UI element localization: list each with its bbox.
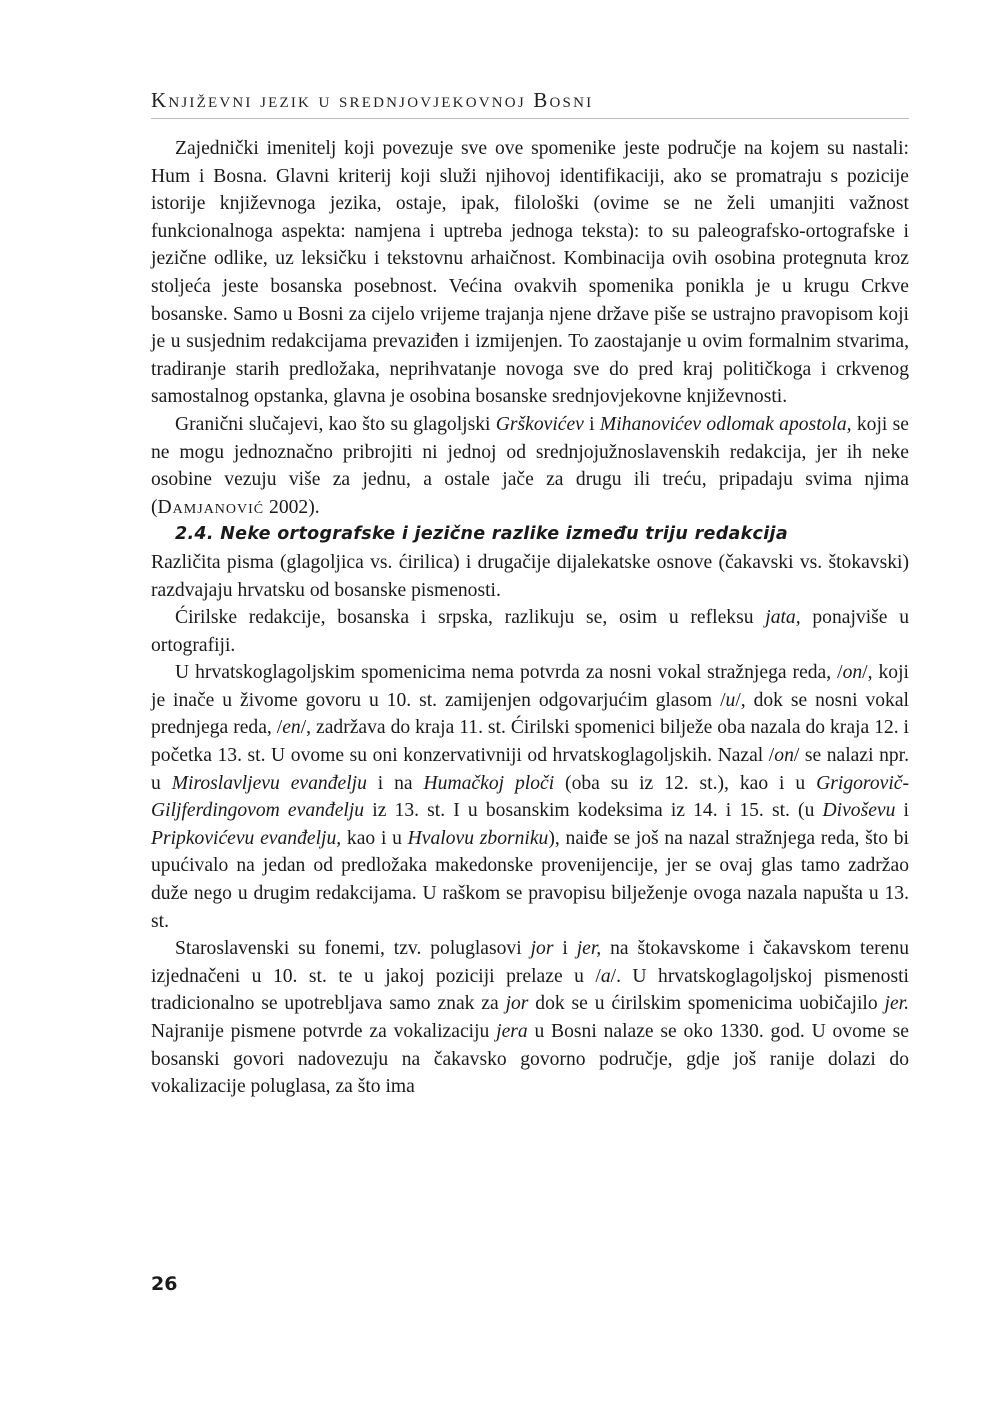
paragraph-2: Granični slučajevi, kao što su glagoljski Grškovićev i Mihanovićev odlomak apostola, koji se ne mogu jednoznačno pribrojiti ni jednoj od srednjojužnoslavenskih redakcija, jer ih neke osobine vezuju više za jednu, a ostale jače za drugu ili treću, pripadaju svima njima (Damjanović 2002). bbox=[151, 413, 909, 518]
page bbox=[151, 0, 909, 1417]
title-griskovicev: Grškovićev bbox=[495, 413, 584, 435]
page-number: 26 bbox=[151, 1273, 178, 1295]
section-heading: 2.4. Neke ortografske i jezične razlike između triju redakcija bbox=[175, 524, 788, 545]
paragraph-1: Zajednički imenitelj koji povezuje sve ove spomenike jeste područje na kojem su nastali: Hum i Bosna. Glavni kriterij koji služi njihovoj identifikaciji, ako se promatraju s pozicije istorije književnoga jezika, ostaje, ipak, filološki (ovime se ne želi umanjiti važnost funkcionalnoga aspekta: namjena i uptreba jednoga teksta): to su paleografsko-ortografske i jezične odlike, uz leksičku i tekstovnu arhaičnost. Kombinacija ovih osobina protegnuta kroz stoljeća jeste bosanska posebnost. Većina ovakvih spomenika ponikla je u krugu Crkve bosanske. Samo u Bosni za cijelo vrijeme trajanja njene države piše se ustrajno pravopisom koji je u susjednim redakcijama prevaziđen i izmijenjen. To zaostajanje u ovim formalnim stvarima, tradiranje starih predložaka, neprihvatanje novoga sve do pred kraj političkoga i crkvenog samostalnog opstanka, glavna je osobina bosanske srednjovjekovne književnosti. bbox=[151, 138, 909, 408]
paragraph-6: Staroslavenski su fonemi, tzv. poluglasovi jor i jer, na štokavskome i čakavskom terenu izjednačeni u 10. st. te u jakoj poziciji prelaze u /a/. U hrvatskoglagoljskoj pismenosti tradicionalno se upotrebljava samo znak za jor dok se u ćirilskim spomenicima uobičajilo jer. Najranije pismene potvrde za vokalizaciju jera u Bosni nalaze se oko 1330. god. U ovome se bosanski govori nadovezuju na čakavsko govorno područje, gdje još ranije dolazi do vokalizacije poluglasa, za što ima bbox=[151, 938, 910, 1098]
citation-author: Damjanović bbox=[157, 496, 265, 518]
paragraph-5: U hrvatskoglagoljskim spomenicima nema potvrda za nosni vokal stražnjega reda, /on/, koji je inače u živome govoru u 10. st. zamijenjen odgovarjućim glasom /u/, dok se nosni vokal prednjega reda, /en/, zadržava do kraja 11. st. Ćirilski spomenici bilježe oba nazala do kraja 12. i početka 13. st. U ovome su oni konzervativniji od hrvatskoglagoljskih. Nazal /on/ se nalazi npr. u Miroslavljevu evanđelju i na Humačkoj ploči (oba su iz 12. st.), kao i u Grigorovič-Giljferdingovom evanđelju iz 13. st. I u bosanskim kodeksima iz 14. i 15. st. (u Divoševu i Pripkovićevu evanđelju, kao i u Hvalovu zborniku), naiđe se još na nazal stražnjega reda, što bi upućivalo na jedan od predložaka makedonske provenijencije, jer se ovaj glas tamo zadržao duže nego u drugim redakcijama. U raškom se pravopisu bilježenje ovoga nazala napušta u 13. st. bbox=[151, 662, 910, 932]
paragraph-3: Različita pisma (glagoljica vs. ćirilica) i drugačije dijalekatske osnove (čakavski vs. štokavski) razdvajaju hrvatsku od bosanske pismenosti. bbox=[151, 551, 909, 601]
running-head: Književni jezik u srednjovjekovnoj Bosni bbox=[151, 88, 909, 119]
body-text bbox=[151, 135, 909, 1101]
paragraph-4: Ćirilske redakcije, bosanska i srpska, razlikuju se, osim u refleksu jata, ponajviše u ortografiji. bbox=[151, 607, 910, 656]
title-mihanovicev: Mihanovićev odlomak apostola, bbox=[599, 413, 852, 435]
